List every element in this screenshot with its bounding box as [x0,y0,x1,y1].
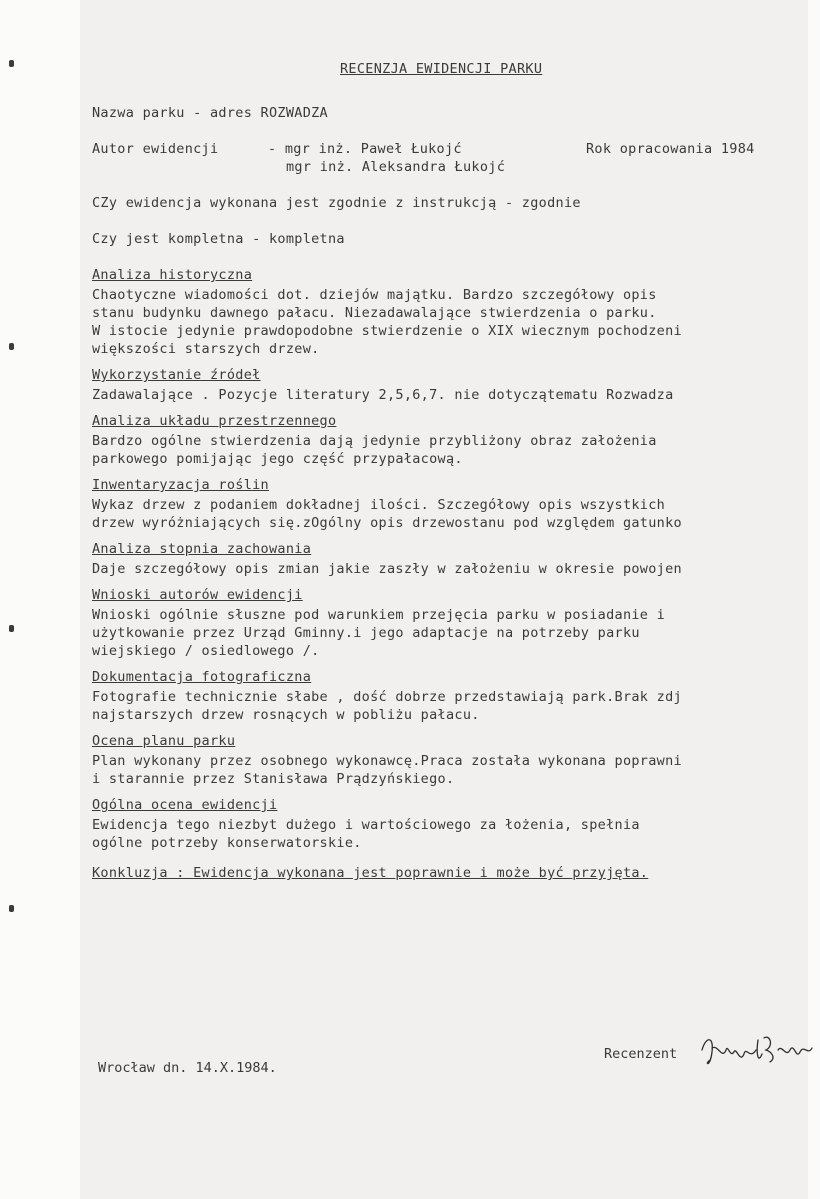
section-body [92,560,820,578]
body-line: ogólne potrzeby konserwatorskie. [92,835,362,851]
section-heading: Analiza historyczna [92,267,253,283]
section-historical-analysis [92,266,820,358]
left-margin-strip [0,0,80,1199]
section-heading: Ocena planu parku [92,733,236,749]
binder-hole-mark [9,60,14,67]
binder-hole-mark [9,905,14,912]
body-line: W istocie jedynie prawdopodobne stwierdzenie o XIX wiecznym pochodzeni [92,323,682,339]
year-of-preparation: Rok opracowania 1984 [586,141,755,157]
body-line: większości starszych drzew. [92,341,320,357]
section-heading: Wykorzystanie źródeł [92,367,261,383]
section-body [92,496,820,532]
body-line: Plan wykonany przez osobnego wykonawcę.Praca została wykonana poprawni [92,753,682,769]
section-body [92,752,820,788]
compliance-line: CZy ewidencja wykonana jest zgodnie z instrukcją - zgodnie [92,195,581,211]
body-line: Ewidencja tego niezbyt dużego i wartościowego za łożenia, spełnia [92,817,640,833]
section-heading: Wnioski autorów ewidencji [92,587,303,603]
section-sources [92,366,820,404]
section-heading: Ogólna ocena ewidencji [92,797,278,813]
body-line: Zadawalające . Pozycje literatury 2,5,6,7. nie dotyczątematu Rozwadza [92,387,674,403]
section-heading: Dokumentacja fotograficzna [92,669,312,685]
section-overall-assessment [92,796,820,852]
conclusion-line: Konkluzja : Ewidencja wykonana jest poprawnie i może być przyjęta. [92,865,649,881]
section-spatial-layout [92,412,820,468]
section-heading: Inwentaryzacja roślin [92,477,269,493]
body-line: wiejskiego / osiedlowego /. [92,643,320,659]
author-block [92,140,820,176]
author-name-2: mgr inż. Aleksandra Łukojć [286,159,506,175]
section-heading: Analiza stopnia zachowania [92,541,312,557]
body-line: stanu budynku dawnego pałacu. Niezadawalające stwierdzenia o parku. [92,305,657,321]
body-line: Daje szczegółowy opis zmian jakie zaszły w założeniu w okresie powojen [92,561,682,577]
body-line: Chaotyczne wiadomości dot. dziejów majątku. Bardzo szczegółowy opis [92,287,657,303]
body-line: Wykaz drzew z podaniem dokładnej ilości. Szczegółowy opis wszystkich [92,497,666,513]
binder-hole-mark [9,343,14,350]
section-body [92,286,820,358]
body-line: najstarszych drzew rosnących w pobliżu pałacu. [92,707,480,723]
author-name-1: - mgr inż. Paweł Łukojć [268,141,462,157]
park-name-line: Nazwa parku - adres ROZWADZA [92,105,328,121]
body-line: parkowego pomijając jego część przypałacową. [92,451,463,467]
section-body [92,816,820,852]
binder-hole-mark [9,625,14,632]
section-park-plan [92,732,820,788]
body-line: i starannie przez Stanisława Prądzyńskiego. [92,771,455,787]
place-and-date: Wrocław dn. 14.X.1984. [98,1060,277,1076]
body-line: drzew wyróżniających się.zOgólny opis drzewostanu pod względem gatunko [92,515,682,531]
handwritten-signature [700,1030,815,1070]
section-preservation [92,540,820,578]
document-body [92,60,820,882]
reviewer-label: Recenzent [604,1046,678,1062]
body-line: Wnioski ogólnie słuszne pod warunkiem przejęcia parku w posiadanie i [92,607,666,623]
section-body [92,606,820,660]
section-author-conclusions [92,586,820,660]
body-line: użytkowanie przez Urząd Gminny.i jego adaptacje na potrzeby parku [92,625,640,641]
section-heading: Analiza układu przestrzennego [92,413,337,429]
section-plant-inventory [92,476,820,532]
section-photo-documentation [92,668,820,724]
document-title: RECENZJA EWIDENCJI PARKU [340,61,543,77]
author-label: Autor ewidencji [92,141,219,157]
section-body [92,432,820,468]
body-line: Fotografie technicznie słabe , dość dobrze przedstawiają park.Brak zdj [92,689,682,705]
section-body [92,688,820,724]
section-body [92,386,820,404]
body-line: Bardzo ogólne stwierdzenia dają jedynie przybliżony obraz założenia [92,433,657,449]
completeness-line: Czy jest kompletna - kompletna [92,231,345,247]
